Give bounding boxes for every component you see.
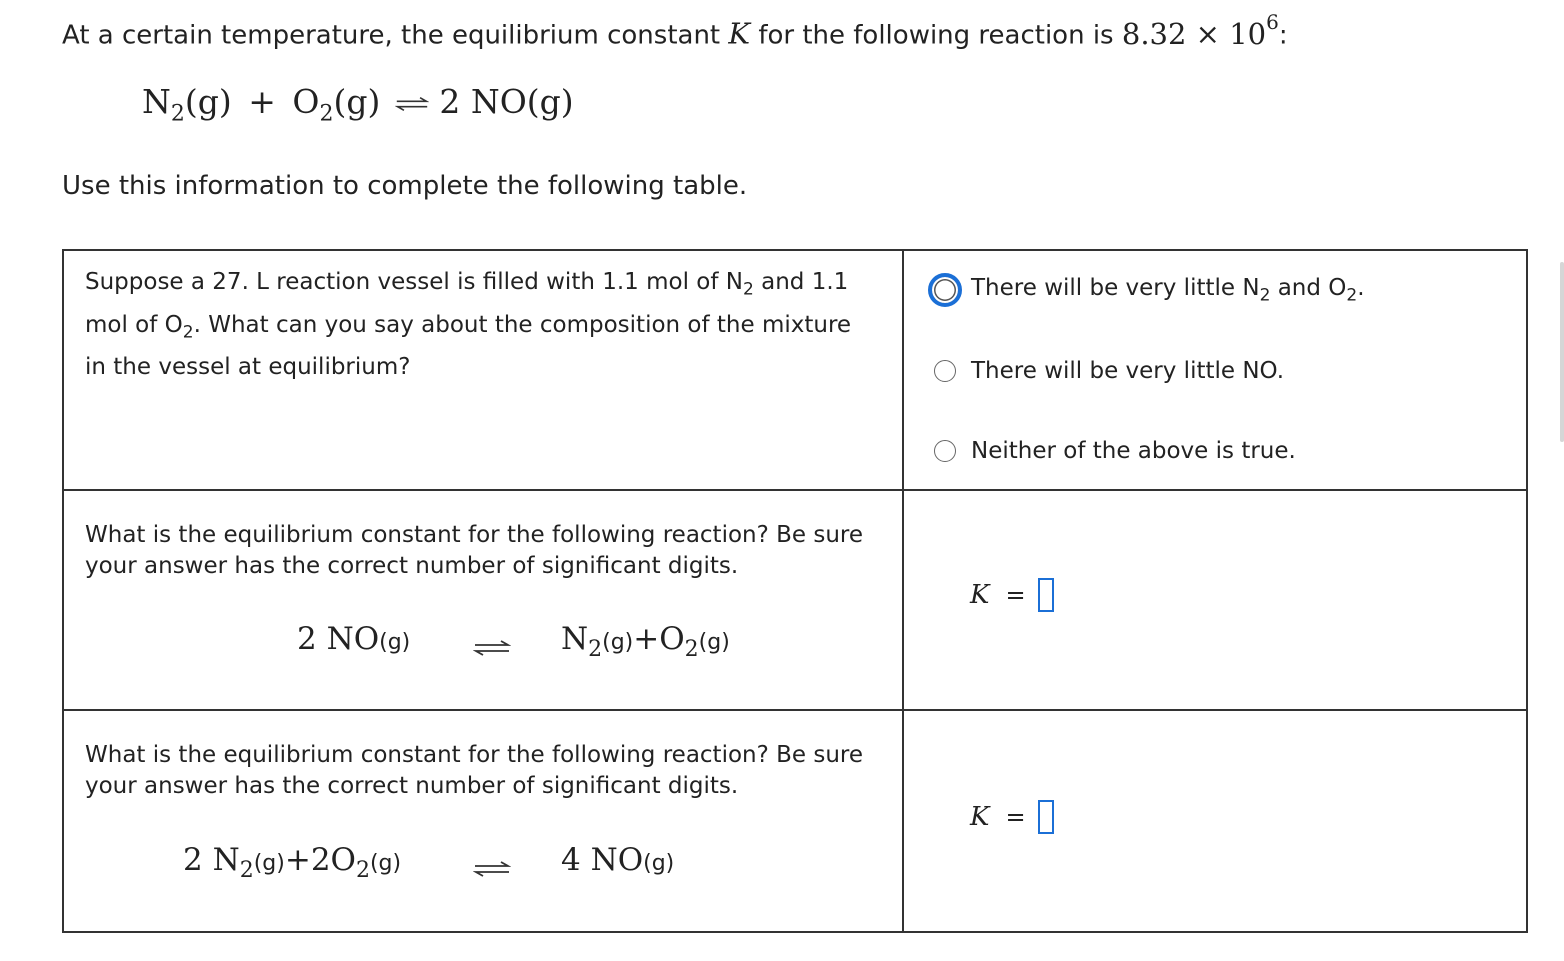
instruction-text: Use this information to complete the following table. xyxy=(62,171,748,201)
k-base: 10 xyxy=(1229,16,1267,51)
option-little-n2-o2[interactable] xyxy=(924,273,1365,307)
question-2-text: What is the equilibrium constant for the following reaction? Be sure your answer has the correct number of significant digits. xyxy=(85,522,864,579)
reaction-3-right: 4 NO(g) xyxy=(561,842,675,878)
table-row xyxy=(63,710,1527,932)
question-cell-3 xyxy=(63,710,903,932)
k-input-2[interactable] xyxy=(1038,578,1054,612)
equals-sign: = xyxy=(1005,803,1026,831)
reactant-o2: O xyxy=(292,82,320,121)
option-neither[interactable] xyxy=(924,438,1296,464)
equilibrium-arrow-icon xyxy=(473,861,511,877)
reaction-2-left: 2 NO(g) xyxy=(297,621,411,657)
reaction-2-right: $N_2(g)+O_2(g)$ xyxy=(561,621,730,663)
equilibrium-arrow-icon xyxy=(395,96,429,112)
k-answer-3 xyxy=(970,800,1054,834)
equals-sign: = xyxy=(1005,581,1026,609)
k-label: K xyxy=(970,802,990,832)
reactant-n2-subscript: 2 xyxy=(170,101,185,127)
times-sign: × xyxy=(1195,16,1220,51)
question-table xyxy=(62,249,1528,933)
k-symbol: K xyxy=(728,16,751,51)
intro-middle: for the following reaction is xyxy=(750,20,1122,51)
k-input-3[interactable] xyxy=(1038,800,1054,834)
product-no-state: (g) xyxy=(526,82,574,121)
intro-text xyxy=(62,10,1288,51)
answer-cell-2 xyxy=(903,490,1527,710)
reactant-n2-state: (g) xyxy=(184,82,232,121)
table-row xyxy=(63,250,1527,490)
k-answer-2 xyxy=(970,578,1054,612)
table-row xyxy=(63,490,1527,710)
intro-prefix: At a certain temperature, the equilibrium constant xyxy=(62,20,729,51)
intro-suffix: : xyxy=(1278,20,1288,51)
question-cell-2 xyxy=(63,490,903,710)
reactant-n2: N xyxy=(142,82,171,121)
radio-button[interactable] xyxy=(934,360,956,382)
answer-cell-1 xyxy=(903,250,1527,490)
option-little-no[interactable] xyxy=(924,358,1284,384)
k-label: K xyxy=(970,580,990,610)
radio-button[interactable] xyxy=(928,273,962,307)
option-3-label: Neither of the above is true. xyxy=(971,438,1296,464)
option-1-label: There will be very little $N_2$ and $O_2$. xyxy=(971,274,1365,306)
option-2-label: There will be very little NO. xyxy=(971,358,1285,384)
k-exponent: 6 xyxy=(1266,10,1279,34)
radio-button[interactable] xyxy=(934,440,956,462)
k-mantissa: 8.32 xyxy=(1121,16,1187,51)
reaction-3-left: 2 $N_2(g)+2O_2(g)$ xyxy=(183,842,402,884)
question-cell-1 xyxy=(63,250,903,490)
equilibrium-arrow-icon xyxy=(473,640,511,656)
answer-cell-3 xyxy=(903,710,1527,932)
reactant-o2-subscript: 2 xyxy=(319,101,334,127)
main-reaction xyxy=(142,82,574,127)
question-3-text: What is the equilibrium constant for the following reaction? Be sure your answer has the correct number of significant digits. xyxy=(85,742,864,799)
reactant-o2-state: (g) xyxy=(333,82,381,121)
side-panel-tab[interactable] xyxy=(1560,262,1564,442)
plus-sign: + xyxy=(248,82,276,121)
product-no: 2 NO xyxy=(439,82,527,121)
question-1-text: Suppose a 27. L reaction vessel is filled with 1.1 mol of $N_2$ and 1.1 mol of $O_2$. What can you say about the composition of the mixture in the vessel at equilibrium? xyxy=(85,269,852,381)
